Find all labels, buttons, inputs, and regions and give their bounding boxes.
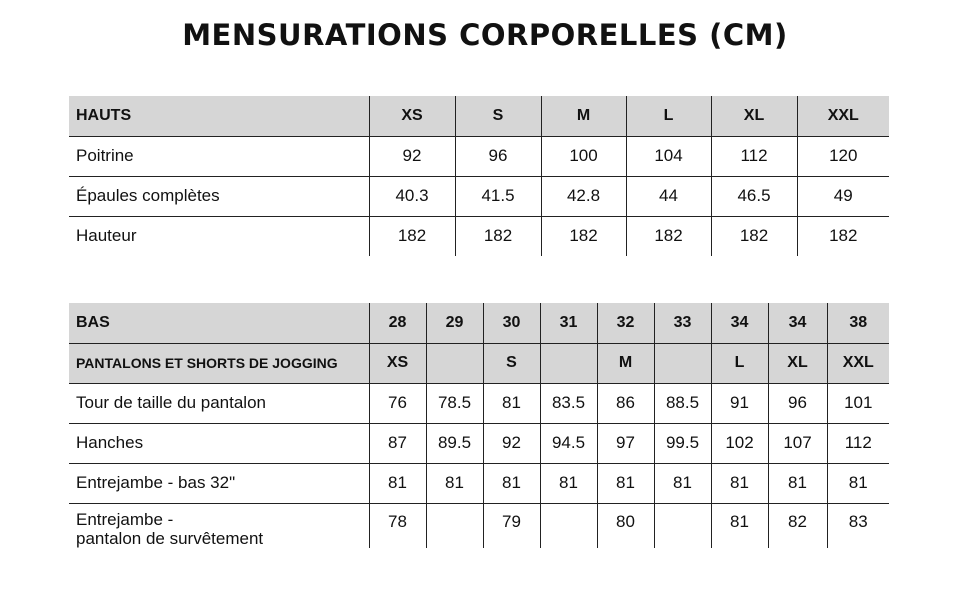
table-cell: 96 [455,136,541,176]
letter-size-header: L [711,343,768,383]
table-row [69,503,889,548]
table-cell: 81 [597,463,654,503]
bottoms-header-row [69,303,889,343]
table-row [69,423,889,463]
bottoms-subheader-row [69,343,889,383]
table-cell: 81 [483,383,540,423]
table-cell: 112 [827,423,889,463]
table-cell: 102 [711,423,768,463]
table-cell: 81 [540,463,597,503]
letter-size-header: M [597,343,654,383]
table-cell [654,503,711,548]
waist-size-header: 30 [483,303,540,343]
tops-header-row [69,96,889,136]
table-cell: 40.3 [369,176,455,216]
waist-size-header: 29 [426,303,483,343]
table-cell: 96 [768,383,827,423]
table-cell: 81 [369,463,426,503]
letter-size-header: XS [369,343,426,383]
table-cell: 89.5 [426,423,483,463]
tops-table [69,96,889,256]
table-cell: 112 [711,136,797,176]
row-label-line: pantalon de survêtement [76,528,264,548]
table-cell: 78 [369,503,426,548]
table-cell: 79 [483,503,540,548]
letter-size-header [426,343,483,383]
table-cell: 82 [768,503,827,548]
table-cell: 92 [483,423,540,463]
waist-size-header: 31 [540,303,597,343]
waist-size-header: 38 [827,303,889,343]
table-cell: 44 [626,176,711,216]
table-cell: 81 [768,463,827,503]
table-cell: 97 [597,423,654,463]
waist-size-header: 33 [654,303,711,343]
table-cell: 104 [626,136,711,176]
letter-size-header: XL [768,343,827,383]
row-label: Poitrine [76,146,134,165]
table-cell: 182 [797,216,889,256]
size-header: M [541,96,626,136]
table-cell: 81 [483,463,540,503]
row-label: Entrejambe - bas 32" [76,473,236,492]
row-label-line: Entrejambe - [76,509,174,529]
table-cell: 81 [827,463,889,503]
letter-size-header [654,343,711,383]
table-cell: 100 [541,136,626,176]
size-header: XS [369,96,455,136]
table-cell: 81 [654,463,711,503]
table-cell: 182 [455,216,541,256]
table-cell: 49 [797,176,889,216]
bottoms-table [69,303,889,548]
table-cell: 83.5 [540,383,597,423]
table-cell: 92 [369,136,455,176]
table-cell: 83 [827,503,889,548]
waist-size-header: 32 [597,303,654,343]
size-header: S [455,96,541,136]
bottoms-header-label: BAS [69,303,369,343]
table-cell: 86 [597,383,654,423]
table-cell: 81 [711,503,768,548]
row-label: Hanches [76,433,144,452]
table-cell: 99.5 [654,423,711,463]
table-cell: 101 [827,383,889,423]
table-cell: 182 [626,216,711,256]
letter-size-header [540,343,597,383]
table-cell: 91 [711,383,768,423]
table-cell: 81 [711,463,768,503]
row-label: Tour de taille du pantalon [76,393,266,412]
tops-header-label: HAUTS [69,96,369,136]
table-row [69,383,889,423]
table-cell: 41.5 [455,176,541,216]
table-row [69,463,889,503]
size-header: L [626,96,711,136]
table-cell [426,503,483,548]
letter-size-header: S [483,343,540,383]
waist-size-header: 34 [768,303,827,343]
page-title: MENSURATIONS CORPORELLES (CM) [182,18,788,52]
waist-size-header: 28 [369,303,426,343]
letter-size-header: XXL [827,343,889,383]
size-header: XXL [797,96,889,136]
table-cell: 42.8 [541,176,626,216]
table-cell: 46.5 [711,176,797,216]
waist-size-header: 34 [711,303,768,343]
table-cell: 80 [597,503,654,548]
table-cell [540,503,597,548]
table-cell: 76 [369,383,426,423]
table-cell: 107 [768,423,827,463]
table-cell: 81 [426,463,483,503]
table-cell: 87 [369,423,426,463]
table-cell: 182 [369,216,455,256]
table-cell: 94.5 [540,423,597,463]
size-header: XL [711,96,797,136]
table-cell: 78.5 [426,383,483,423]
table-cell: 88.5 [654,383,711,423]
row-label [69,503,369,548]
table-cell: 182 [541,216,626,256]
table-row [69,176,889,216]
row-label: Hauteur [76,226,137,246]
table-cell: 120 [797,136,889,176]
table-row [69,216,889,256]
table-row [69,136,889,176]
table-cell: 182 [711,216,797,256]
row-label: Épaules complètes [76,186,220,205]
bottoms-subheader-label: PANTALONS ET SHORTS DE JOGGING [69,343,369,383]
